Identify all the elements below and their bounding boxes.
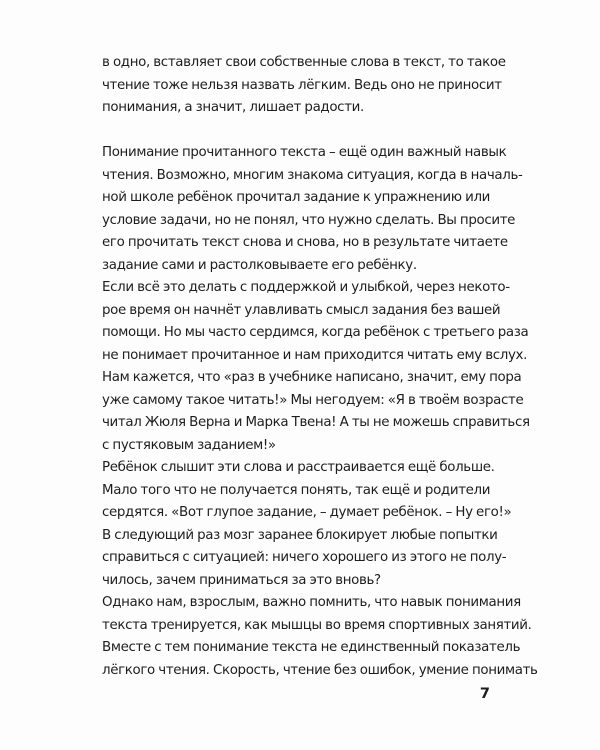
text-line: Понимание прочитанного текста – ещё один важный навык (102, 145, 507, 160)
text-line: текста тренируется, как мышцы во время спортивных занятий. (102, 617, 532, 633)
page-number: 7 (479, 686, 490, 702)
paragraph-1 (102, 52, 506, 120)
text-line: уже самому такое читать!» Мы негодуем: «Я в твоём возрасте (102, 392, 524, 408)
text-line: Однако нам, взрослым, важно помнить, что навык понимания (102, 595, 521, 610)
text-line: условие задачи, но не понял, что нужно сделать. Вы просите (102, 212, 516, 228)
text-line: его прочитать текст снова и снова, но в результате читаете (102, 235, 508, 250)
paragraph-4 (102, 457, 512, 592)
text-line: Если всё это делать с поддержкой и улыбкой, через некото- (102, 280, 510, 295)
text-line: читал Жюля Верна и Марка Твена! А ты не можешь справиться (102, 415, 530, 430)
text-line: помощи. Но мы часто сердимся, когда ребёнок с третьего раза (102, 325, 529, 340)
text-line: чтение тоже нельзя назвать лёгким. Ведь оно не приносит (102, 77, 502, 93)
text-line: задание сами и растолковываете его ребёнку. (102, 257, 417, 273)
paragraph-2 (102, 142, 523, 277)
text-line: справиться с ситуацией: ничего хорошего из этого не полу- (102, 550, 507, 565)
paragraph-3 (102, 277, 530, 457)
text-line: В следующий раз мозг заранее блокирует любые попытки (102, 527, 498, 543)
text-line: рое время он начнёт улавливать смысл задания без вашей (102, 302, 501, 318)
text-line: Нам кажется, что «раз в учебнике написано, значит, ему пора (102, 370, 522, 385)
text-line: лёгкого чтения. Скорость, чтение без ошибок, умение понимать (102, 662, 538, 678)
text-line: Ребёнок слышит эти слова и расстраивается ещё больше. (102, 460, 495, 475)
text-line: Мало того что не получается понять, так ещё и родители (102, 482, 491, 498)
text-line: чтения. Возможно, многим знакома ситуация, когда в началь- (102, 167, 523, 183)
text-line: ной школе ребёнок прочитал задание к упражнению или (102, 190, 491, 205)
paragraph-5 (102, 592, 538, 682)
text-line: с пустяковым заданием!» (102, 437, 276, 453)
text-line: понимания, а значит, лишает радости. (102, 100, 364, 115)
text-line: чилось, зачем приниматься за это вновь? (102, 572, 381, 588)
text-line: в одно, вставляет свои собственные слова в текст, то такое (102, 55, 506, 70)
text-line: Вместе с тем понимание текста не единственный показатель (102, 640, 521, 655)
text-line: сердятся. «Вот глупое задание, – думает ребёнок. – Ну его!» (102, 505, 512, 520)
text-line: не понимает прочитанное и нам приходится читать ему вслух. (102, 347, 528, 363)
